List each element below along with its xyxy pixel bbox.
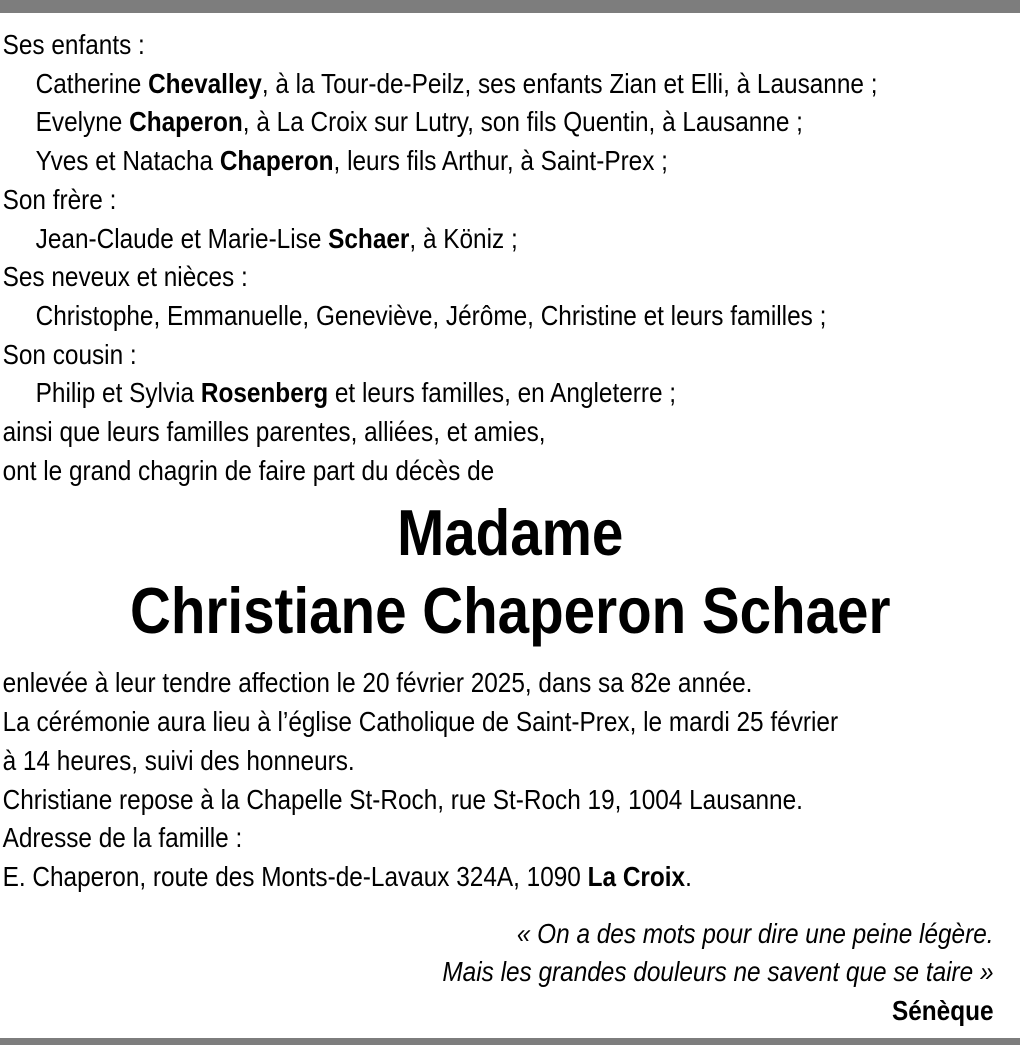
text-segment: Jean-Claude et Marie-Lise bbox=[35, 222, 329, 254]
text-segment: Christiane repose à la Chapelle St-Roch, rue St-Roch 19, 1004 Lausanne. bbox=[2, 783, 803, 815]
notice-line bbox=[3, 65, 1020, 104]
notice-content bbox=[0, 13, 1020, 1031]
notice-line bbox=[3, 336, 1020, 375]
quote-line-1: « On a des mots pour dire une peine légère. bbox=[516, 917, 994, 949]
emphasized-name: Rosenberg bbox=[200, 377, 329, 409]
text-segment: Son frère : bbox=[2, 183, 117, 215]
text-segment: , à la Tour-de-Peilz, ses enfants Zian et Elli, à Lausanne ; bbox=[261, 67, 878, 99]
bottom-divider-bar bbox=[0, 1038, 1020, 1045]
text-segment: Christophe, Emmanuelle, Geneviève, Jérôme, Christine et leurs familles ; bbox=[35, 299, 827, 331]
top-divider-bar bbox=[0, 0, 1020, 13]
notice-line bbox=[3, 103, 1020, 142]
emphasized-name: Schaer bbox=[328, 222, 410, 254]
text-segment: ont le grand chagrin de faire part du décès de bbox=[2, 454, 495, 486]
text-segment: Adresse de la famille : bbox=[2, 822, 243, 854]
quote-author: Sénèque bbox=[892, 995, 994, 1027]
notice-line bbox=[3, 703, 1020, 742]
notice-line bbox=[3, 258, 1020, 297]
notice-line bbox=[3, 181, 1020, 220]
ceremony-details-block bbox=[0, 664, 1020, 896]
notice-line bbox=[3, 858, 1020, 897]
notice-line bbox=[3, 413, 1020, 452]
title-salutation: Madame bbox=[397, 496, 624, 570]
text-segment: Ses enfants : bbox=[2, 29, 145, 60]
notice-line bbox=[3, 297, 1020, 336]
notice-line bbox=[3, 374, 1020, 413]
text-segment: . bbox=[685, 860, 692, 892]
notice-line bbox=[3, 452, 1020, 491]
text-segment: , leurs fils Arthur, à Saint-Prex ; bbox=[333, 145, 668, 177]
text-segment: , à Köniz ; bbox=[409, 222, 518, 254]
text-segment: enlevée à leur tendre affection le 20 février 2025, dans sa 82e année. bbox=[2, 667, 753, 699]
text-segment: Evelyne bbox=[35, 106, 130, 138]
text-segment: La cérémonie aura lieu à l’église Catholique de Saint-Prex, le mardi 25 février bbox=[2, 706, 839, 738]
notice-line bbox=[3, 742, 1020, 781]
text-segment: Philip et Sylvia bbox=[35, 377, 201, 409]
emphasized-name: Chaperon bbox=[219, 145, 334, 177]
deceased-name: Christiane Chaperon Schaer bbox=[129, 574, 891, 648]
notice-line bbox=[3, 142, 1020, 181]
notice-line bbox=[3, 781, 1020, 820]
notice-line bbox=[3, 26, 1020, 65]
notice-line bbox=[3, 220, 1020, 259]
text-segment: ainsi que leurs familles parentes, alliées, et amies, bbox=[2, 416, 546, 448]
text-segment: , à La Croix sur Lutry, son fils Quentin, à Lausanne ; bbox=[242, 106, 803, 138]
emphasized-name: Chaperon bbox=[129, 106, 243, 138]
quote-block bbox=[0, 915, 1020, 1031]
notice-line bbox=[3, 819, 1020, 858]
text-segment: Son cousin : bbox=[2, 338, 137, 370]
notice-line bbox=[3, 664, 1020, 703]
text-segment: Ses neveux et nièces : bbox=[2, 261, 248, 293]
emphasized-name: La Croix bbox=[587, 860, 686, 892]
quote-line-2: Mais les grandes douleurs ne savent que se taire » bbox=[442, 956, 994, 988]
text-segment: E. Chaperon, route des Monts-de-Lavaux 324A, 1090 bbox=[2, 860, 588, 892]
text-segment: et leurs familles, en Angleterre ; bbox=[328, 377, 677, 409]
text-segment: Yves et Natacha bbox=[35, 145, 220, 177]
text-segment: à 14 heures, suivi des honneurs. bbox=[2, 744, 355, 776]
family-intro-block bbox=[0, 26, 1020, 490]
emphasized-name: Chevalley bbox=[148, 67, 262, 99]
deceased-title-block bbox=[0, 494, 1020, 650]
text-segment: Catherine bbox=[35, 67, 149, 99]
